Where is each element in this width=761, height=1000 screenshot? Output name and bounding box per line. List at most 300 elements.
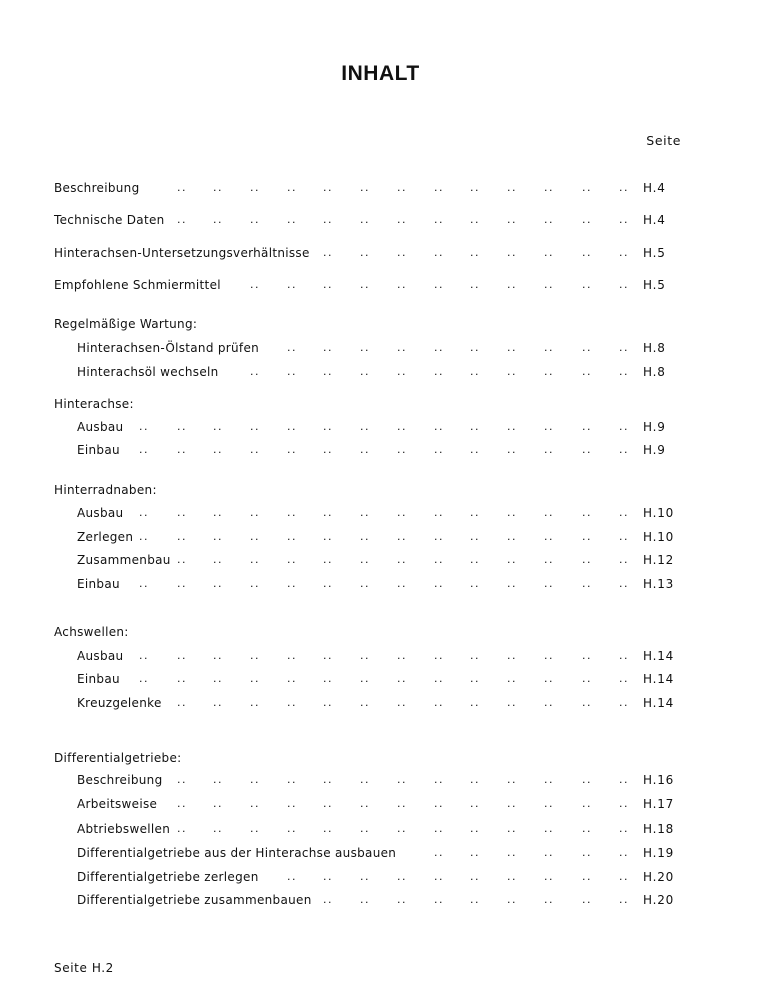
dot-leader: .. <box>139 530 149 543</box>
dot-leader: .. <box>360 278 370 291</box>
dot-leader: .. <box>360 893 370 906</box>
dot-leader: .. <box>250 797 260 810</box>
dot-leader: .. <box>213 506 223 519</box>
dot-leader: .. <box>323 553 333 566</box>
dot-leader: .. <box>470 553 480 566</box>
dot-leader: .. <box>397 365 407 378</box>
toc-entry-label: Einbau <box>77 443 120 457</box>
dot-leader: .. <box>470 773 480 786</box>
dot-leader: .. <box>287 870 297 883</box>
dot-leader: .. <box>397 649 407 662</box>
dot-leader: .. <box>619 773 629 786</box>
dot-leader: .. <box>323 365 333 378</box>
toc-entry-page: H.9 <box>643 443 666 457</box>
dot-leader: .. <box>434 278 444 291</box>
toc-entry <box>0 670 761 688</box>
dot-leader: .. <box>287 577 297 590</box>
toc-entry-page: H.8 <box>643 365 666 379</box>
dot-leader: .. <box>397 870 407 883</box>
toc-entry-page: H.8 <box>643 341 666 355</box>
dot-leader: .. <box>177 577 187 590</box>
dot-leader: .. <box>544 846 554 859</box>
dot-leader: .. <box>582 553 592 566</box>
dot-leader: .. <box>544 506 554 519</box>
dot-leader: .. <box>470 365 480 378</box>
dot-leader: .. <box>544 696 554 709</box>
dot-leader: .. <box>507 506 517 519</box>
dot-leader: .. <box>287 822 297 835</box>
toc-section-heading <box>0 315 761 333</box>
dot-leader: .. <box>470 649 480 662</box>
dot-leader: .. <box>213 672 223 685</box>
dot-leader: .. <box>470 822 480 835</box>
dot-leader: .. <box>434 246 444 259</box>
dot-leader: .. <box>213 553 223 566</box>
dot-leader: .. <box>434 773 444 786</box>
dot-leader: .. <box>360 506 370 519</box>
dot-leader: .. <box>507 420 517 433</box>
toc-section-heading <box>0 623 761 641</box>
dot-leader: .. <box>177 797 187 810</box>
dot-leader: .. <box>177 181 187 194</box>
dot-leader: .. <box>287 365 297 378</box>
dot-leader: .. <box>213 696 223 709</box>
dot-leader: .. <box>287 506 297 519</box>
dot-leader: .. <box>619 672 629 685</box>
dot-leader: .. <box>582 278 592 291</box>
dot-leader: .. <box>397 577 407 590</box>
toc-entry-page: H.16 <box>643 773 675 787</box>
toc-entry <box>0 339 761 357</box>
toc-entry <box>0 276 761 294</box>
dot-leader: .. <box>619 506 629 519</box>
dot-leader: .. <box>582 696 592 709</box>
toc-section-heading <box>0 395 761 413</box>
dot-leader: .. <box>470 420 480 433</box>
dot-leader: .. <box>360 443 370 456</box>
toc-entry-page: H.5 <box>643 246 666 260</box>
toc-entry-label: Beschreibung <box>77 773 163 787</box>
dot-leader: .. <box>507 341 517 354</box>
dot-leader: .. <box>213 822 223 835</box>
toc-entry-page: H.14 <box>643 672 675 686</box>
dot-leader: .. <box>619 696 629 709</box>
dot-leader: .. <box>323 443 333 456</box>
dot-leader: .. <box>360 246 370 259</box>
toc-entry-page: H.19 <box>643 846 675 860</box>
dot-leader: .. <box>470 797 480 810</box>
toc-entry <box>0 771 761 789</box>
toc-entry-label: Achswellen: <box>54 625 129 639</box>
toc-entry-label: Einbau <box>77 577 120 591</box>
dot-leader: .. <box>619 893 629 906</box>
dot-leader: .. <box>139 420 149 433</box>
dot-leader: .. <box>544 341 554 354</box>
dot-leader: .. <box>177 506 187 519</box>
dot-leader: .. <box>434 506 444 519</box>
dot-leader: .. <box>323 341 333 354</box>
dot-leader: .. <box>507 696 517 709</box>
dot-leader: .. <box>470 278 480 291</box>
dot-leader: .. <box>619 246 629 259</box>
dot-leader: .. <box>177 443 187 456</box>
dot-leader: .. <box>470 696 480 709</box>
dot-leader: .. <box>434 846 444 859</box>
dot-leader: .. <box>139 506 149 519</box>
toc-entry-label: Hinterachsöl wechseln <box>77 365 219 379</box>
dot-leader: .. <box>619 443 629 456</box>
dot-leader: .. <box>619 530 629 543</box>
dot-leader: .. <box>544 822 554 835</box>
dot-leader: .. <box>619 365 629 378</box>
dot-leader: .. <box>470 213 480 226</box>
toc-entry <box>0 647 761 665</box>
dot-leader: .. <box>544 870 554 883</box>
dot-leader: .. <box>397 797 407 810</box>
dot-leader: .. <box>470 506 480 519</box>
dot-leader: .. <box>619 797 629 810</box>
dot-leader: .. <box>544 893 554 906</box>
dot-leader: .. <box>250 506 260 519</box>
toc-entry <box>0 244 761 262</box>
dot-leader: .. <box>470 577 480 590</box>
dot-leader: .. <box>177 696 187 709</box>
dot-leader: .. <box>434 870 444 883</box>
dot-leader: .. <box>434 797 444 810</box>
dot-leader: .. <box>323 870 333 883</box>
dot-leader: .. <box>177 672 187 685</box>
dot-leader: .. <box>619 181 629 194</box>
dot-leader: .. <box>434 365 444 378</box>
dot-leader: .. <box>582 530 592 543</box>
dot-leader: .. <box>287 696 297 709</box>
toc-entry-label: Regelmäßige Wartung: <box>54 317 198 331</box>
dot-leader: .. <box>287 181 297 194</box>
dot-leader: .. <box>323 213 333 226</box>
dot-leader: .. <box>434 672 444 685</box>
dot-leader: .. <box>507 672 517 685</box>
toc-entry-page: H.10 <box>643 530 675 544</box>
dot-leader: .. <box>507 822 517 835</box>
toc-entry-page: H.13 <box>643 577 675 591</box>
toc-entry-page: H.17 <box>643 797 675 811</box>
dot-leader: .. <box>544 649 554 662</box>
dot-leader: .. <box>287 649 297 662</box>
dot-leader: .. <box>177 553 187 566</box>
dot-leader: .. <box>250 649 260 662</box>
dot-leader: .. <box>213 797 223 810</box>
dot-leader: .. <box>582 672 592 685</box>
dot-leader: .. <box>582 341 592 354</box>
toc-entry-page: H.20 <box>643 893 675 907</box>
dot-leader: .. <box>360 649 370 662</box>
dot-leader: .. <box>397 246 407 259</box>
toc-section-heading <box>0 749 761 767</box>
dot-leader: .. <box>360 870 370 883</box>
dot-leader: .. <box>507 278 517 291</box>
dot-leader: .. <box>250 577 260 590</box>
page-title: INHALT <box>341 62 420 85</box>
dot-leader: .. <box>213 181 223 194</box>
dot-leader: .. <box>213 577 223 590</box>
dot-leader: .. <box>507 577 517 590</box>
dot-leader: .. <box>250 443 260 456</box>
dot-leader: .. <box>287 553 297 566</box>
dot-leader: .. <box>470 846 480 859</box>
dot-leader: .. <box>360 213 370 226</box>
dot-leader: .. <box>507 893 517 906</box>
dot-leader: .. <box>287 420 297 433</box>
dot-leader: .. <box>470 893 480 906</box>
dot-leader: .. <box>434 181 444 194</box>
dot-leader: .. <box>397 420 407 433</box>
toc-entry <box>0 694 761 712</box>
dot-leader: .. <box>582 246 592 259</box>
dot-leader: .. <box>397 278 407 291</box>
dot-leader: .. <box>177 822 187 835</box>
toc-entry-label: Kreuzgelenke <box>77 696 162 710</box>
dot-leader: .. <box>544 577 554 590</box>
dot-leader: .. <box>323 773 333 786</box>
dot-leader: .. <box>360 797 370 810</box>
dot-leader: .. <box>619 553 629 566</box>
toc-entry <box>0 179 761 197</box>
toc-entry-page: H.9 <box>643 420 666 434</box>
dot-leader: .. <box>360 530 370 543</box>
dot-leader: .. <box>250 553 260 566</box>
toc-entry <box>0 575 761 593</box>
dot-leader: .. <box>397 213 407 226</box>
toc-entry <box>0 211 761 229</box>
dot-leader: .. <box>470 443 480 456</box>
dot-leader: .. <box>360 553 370 566</box>
dot-leader: .. <box>434 696 444 709</box>
dot-leader: .. <box>397 822 407 835</box>
dot-leader: .. <box>213 443 223 456</box>
dot-leader: .. <box>434 530 444 543</box>
dot-leader: .. <box>544 530 554 543</box>
dot-leader: .. <box>507 649 517 662</box>
dot-leader: .. <box>360 181 370 194</box>
dot-leader: .. <box>582 365 592 378</box>
toc-entry <box>0 363 761 381</box>
dot-leader: .. <box>544 797 554 810</box>
dot-leader: .. <box>507 213 517 226</box>
dot-leader: .. <box>177 649 187 662</box>
dot-leader: .. <box>360 341 370 354</box>
toc-entry-label: Zerlegen <box>77 530 134 544</box>
dot-leader: .. <box>397 181 407 194</box>
dot-leader: .. <box>323 420 333 433</box>
toc-entry <box>0 551 761 569</box>
toc-entry-label: Einbau <box>77 672 120 686</box>
toc-entry-page: H.5 <box>643 278 666 292</box>
dot-leader: .. <box>287 213 297 226</box>
page-footer: Seite H.2 <box>54 961 114 975</box>
dot-leader: .. <box>287 797 297 810</box>
dot-leader: .. <box>323 278 333 291</box>
toc-entry-label: Beschreibung <box>54 181 140 195</box>
dot-leader: .. <box>507 530 517 543</box>
dot-leader: .. <box>619 846 629 859</box>
dot-leader: .. <box>434 577 444 590</box>
dot-leader: .. <box>139 443 149 456</box>
dot-leader: .. <box>582 822 592 835</box>
toc-entry-label: Zusammenbau <box>77 553 171 567</box>
dot-leader: .. <box>397 893 407 906</box>
dot-leader: .. <box>434 553 444 566</box>
dot-leader: .. <box>507 246 517 259</box>
dot-leader: .. <box>397 530 407 543</box>
dot-leader: .. <box>177 530 187 543</box>
dot-leader: .. <box>250 181 260 194</box>
dot-leader: .. <box>507 181 517 194</box>
dot-leader: .. <box>323 893 333 906</box>
dot-leader: .. <box>323 577 333 590</box>
dot-leader: .. <box>250 696 260 709</box>
toc-entry-page: H.4 <box>643 181 666 195</box>
dot-leader: .. <box>619 649 629 662</box>
toc-entry-label: Abtriebswellen <box>77 822 171 836</box>
toc-entry-label: Arbeitsweise <box>77 797 158 811</box>
toc-entry-label: Technische Daten <box>54 213 165 227</box>
dot-leader: .. <box>213 773 223 786</box>
dot-leader: .. <box>323 530 333 543</box>
toc-entry-label: Hinterradnaben: <box>54 483 157 497</box>
dot-leader: .. <box>582 577 592 590</box>
dot-leader: .. <box>250 420 260 433</box>
toc-entry <box>0 418 761 436</box>
toc-entry <box>0 441 761 459</box>
dot-leader: .. <box>360 672 370 685</box>
dot-leader: .. <box>470 341 480 354</box>
toc-entry-label: Empfohlene Schmiermittel <box>54 278 221 292</box>
toc-entry-label: Hinterachse: <box>54 397 134 411</box>
dot-leader: .. <box>177 420 187 433</box>
dot-leader: .. <box>434 893 444 906</box>
dot-leader: .. <box>360 822 370 835</box>
dot-leader: .. <box>287 278 297 291</box>
dot-leader: .. <box>323 649 333 662</box>
toc-entry-label: Ausbau <box>77 506 124 520</box>
toc-entry-label: Differentialgetriebe zusammenbauen <box>77 893 312 907</box>
dot-leader: .. <box>323 696 333 709</box>
dot-leader: .. <box>177 213 187 226</box>
dot-leader: .. <box>544 278 554 291</box>
dot-leader: .. <box>397 672 407 685</box>
toc-entry-label: Hinterachsen-Untersetzungsverhältnisse <box>54 246 310 260</box>
dot-leader: .. <box>619 213 629 226</box>
dot-leader: .. <box>250 530 260 543</box>
dot-leader: .. <box>250 822 260 835</box>
dot-leader: .. <box>434 213 444 226</box>
toc-entry <box>0 820 761 838</box>
dot-leader: .. <box>470 246 480 259</box>
dot-leader: .. <box>434 420 444 433</box>
dot-leader: .. <box>139 649 149 662</box>
dot-leader: .. <box>434 649 444 662</box>
dot-leader: .. <box>544 443 554 456</box>
dot-leader: .. <box>507 365 517 378</box>
dot-leader: .. <box>544 773 554 786</box>
dot-leader: .. <box>213 649 223 662</box>
dot-leader: .. <box>582 870 592 883</box>
dot-leader: .. <box>470 530 480 543</box>
toc-entry-page: H.18 <box>643 822 675 836</box>
dot-leader: .. <box>582 893 592 906</box>
dot-leader: .. <box>582 773 592 786</box>
toc-entry-page: H.14 <box>643 649 675 663</box>
toc-entry <box>0 528 761 546</box>
dot-leader: .. <box>544 181 554 194</box>
dot-leader: .. <box>397 341 407 354</box>
dot-leader: .. <box>360 365 370 378</box>
dot-leader: .. <box>582 420 592 433</box>
dot-leader: .. <box>250 213 260 226</box>
toc-entry <box>0 844 761 862</box>
dot-leader: .. <box>323 181 333 194</box>
dot-leader: .. <box>250 365 260 378</box>
dot-leader: .. <box>139 577 149 590</box>
dot-leader: .. <box>213 420 223 433</box>
dot-leader: .. <box>360 773 370 786</box>
dot-leader: .. <box>250 672 260 685</box>
dot-leader: .. <box>582 181 592 194</box>
dot-leader: .. <box>397 553 407 566</box>
toc-entry-label: Differentialgetriebe zerlegen <box>77 870 259 884</box>
toc-entry-label: Ausbau <box>77 420 124 434</box>
toc-entry-label: Ausbau <box>77 649 124 663</box>
dot-leader: .. <box>397 506 407 519</box>
dot-leader: .. <box>507 797 517 810</box>
toc-entry-page: H.20 <box>643 870 675 884</box>
dot-leader: .. <box>582 797 592 810</box>
dot-leader: .. <box>323 822 333 835</box>
dot-leader: .. <box>470 672 480 685</box>
dot-leader: .. <box>213 213 223 226</box>
dot-leader: .. <box>287 530 297 543</box>
dot-leader: .. <box>397 696 407 709</box>
dot-leader: .. <box>250 278 260 291</box>
dot-leader: .. <box>250 773 260 786</box>
toc-entry-page: H.10 <box>643 506 675 520</box>
dot-leader: .. <box>213 530 223 543</box>
dot-leader: .. <box>434 443 444 456</box>
dot-leader: .. <box>582 506 592 519</box>
toc-entry-label: Hinterachsen-Ölstand prüfen <box>77 341 260 355</box>
dot-leader: .. <box>287 341 297 354</box>
dot-leader: .. <box>619 341 629 354</box>
toc-entry-page: H.4 <box>643 213 666 227</box>
dot-leader: .. <box>360 696 370 709</box>
dot-leader: .. <box>287 672 297 685</box>
dot-leader: .. <box>287 773 297 786</box>
dot-leader: .. <box>582 213 592 226</box>
dot-leader: .. <box>544 420 554 433</box>
dot-leader: .. <box>397 443 407 456</box>
dot-leader: .. <box>287 443 297 456</box>
dot-leader: .. <box>434 822 444 835</box>
dot-leader: .. <box>507 773 517 786</box>
dot-leader: .. <box>544 672 554 685</box>
dot-leader: .. <box>507 553 517 566</box>
toc-entry <box>0 795 761 813</box>
dot-leader: .. <box>177 773 187 786</box>
toc-entry <box>0 504 761 522</box>
dot-leader: .. <box>619 278 629 291</box>
dot-leader: .. <box>139 672 149 685</box>
dot-leader: .. <box>507 870 517 883</box>
